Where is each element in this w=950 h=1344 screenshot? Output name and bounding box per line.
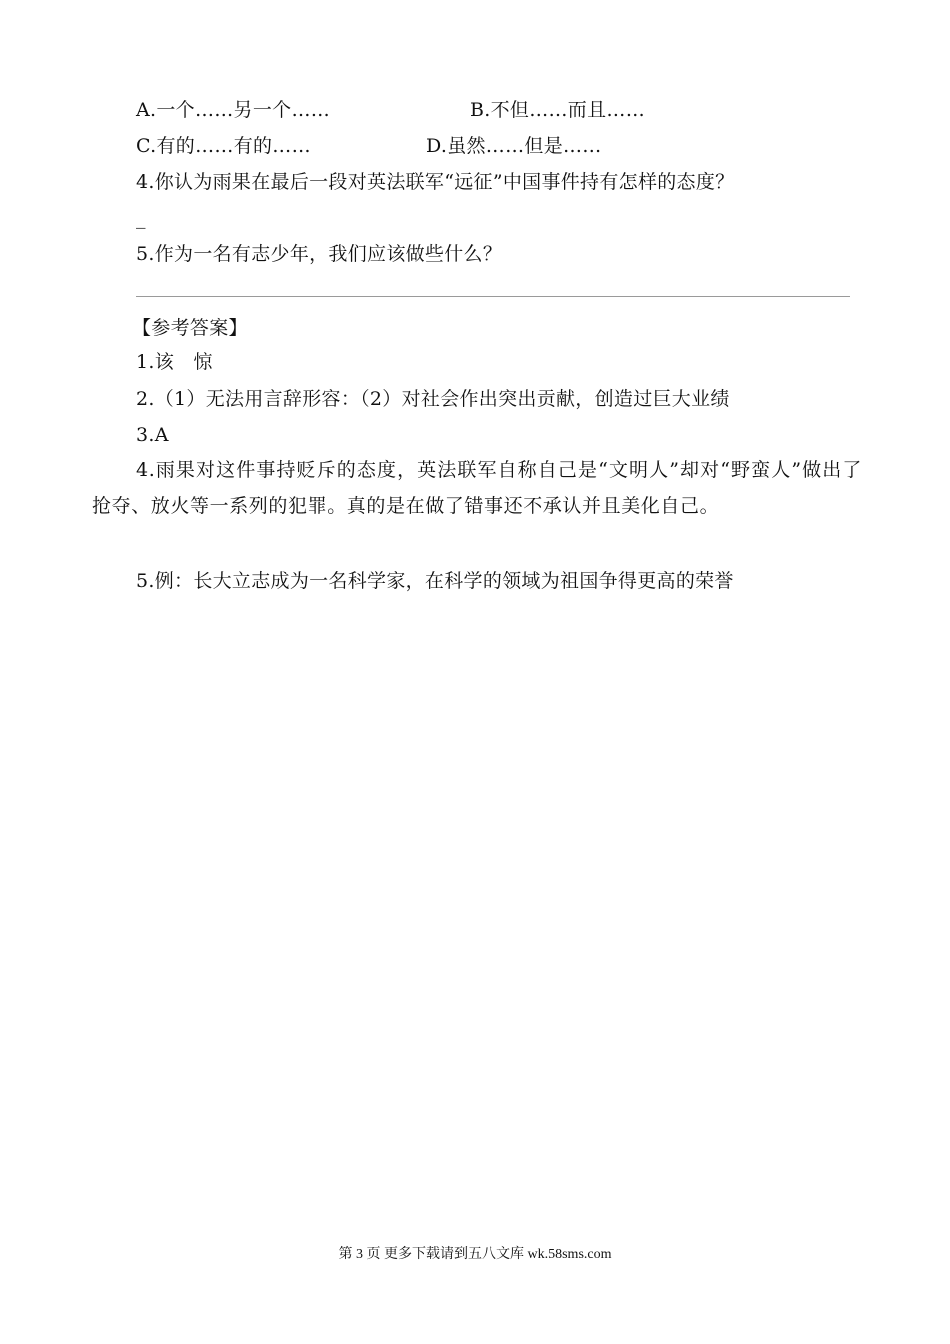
answer-3: 3.A — [136, 424, 169, 446]
option-c: C.有的……有的…… — [136, 135, 311, 157]
option-b: B.不但……而且…… — [470, 99, 646, 121]
question-5: 5.作为一名有志少年，我们应该做些什么？ — [136, 243, 503, 265]
answer-1: 1.该 惊 — [136, 351, 213, 373]
question-4-blank: _ — [136, 207, 146, 229]
answer-2: 2.（1）无法用言辞形容：（2）对社会作出突出贡献，创造过巨大业绩 — [136, 388, 730, 410]
option-a: A.一个……另一个…… — [136, 99, 331, 121]
question-4: 4.你认为雨果在最后一段对英法联军“远征”中国事件持有怎样的态度？ — [136, 171, 735, 193]
answer-line-rule — [136, 296, 850, 297]
answer-5: 5.例：长大立志成为一名科学家，在科学的领域为祖国争得更高的荣誉 — [136, 570, 734, 592]
page-footer: 第 3 页 更多下载请到五八文库 wk.58sms.com — [338, 1247, 612, 1262]
answer-4: 4.雨果对这件事持贬斥的态度，英法联军自称自己是“文明人”却对“野蛮人”做出了抢夺、放火等一系列的犯罪。真的是在做了错事还不承认并且美化自己。 — [92, 459, 862, 517]
option-d: D.虽然……但是…… — [426, 135, 602, 157]
answer-heading: 【参考答案】 — [132, 317, 248, 339]
